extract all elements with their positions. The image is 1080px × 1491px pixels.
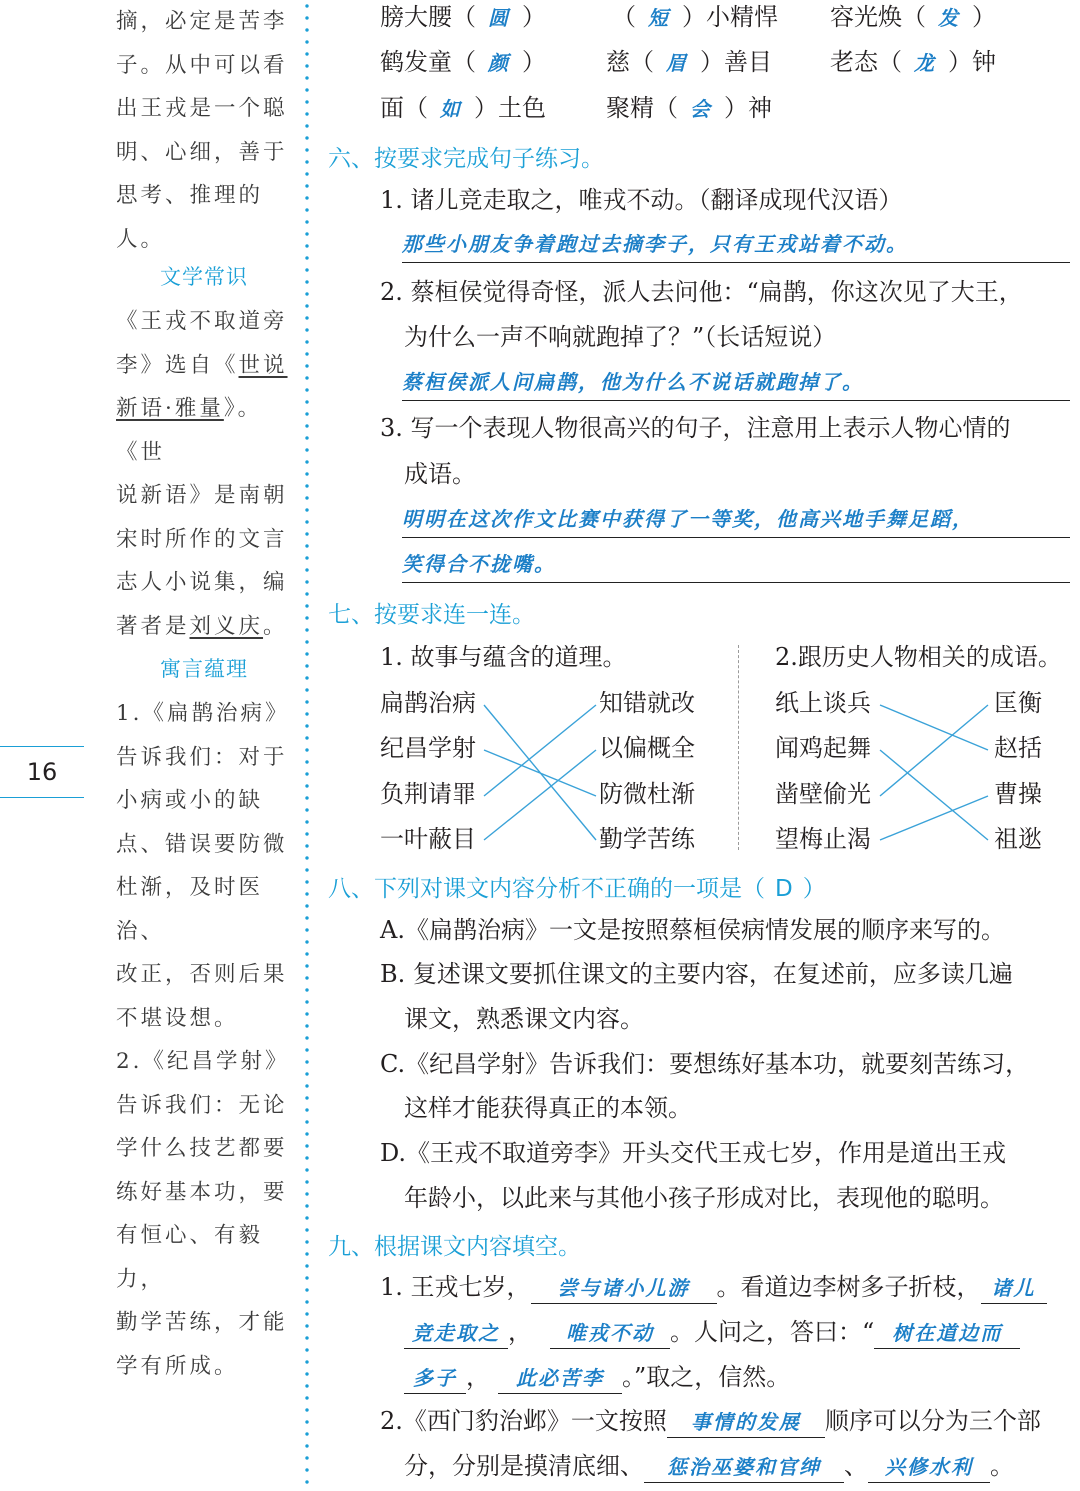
fable-heading: 寓言蕴理	[160, 657, 248, 681]
fill-text: 。”取之，信然。	[622, 1363, 791, 1391]
match-right-target: 祖逖	[994, 825, 1042, 853]
match-left-item: 负荆请罪	[380, 780, 476, 808]
s6-question-3b: 成语。	[404, 460, 476, 488]
s8-option-b-cont: 课文，熟悉课文内容。	[404, 1005, 644, 1033]
intro-line: 摘，必定是苦李	[116, 9, 288, 34]
idiom-answer: 发	[938, 6, 960, 30]
idiom-text: 容光焕（	[830, 3, 926, 31]
fill-blank: 唯戎不动	[550, 1318, 670, 1349]
idiom-text: 聚精（	[606, 94, 678, 122]
s9-line-4	[380, 1406, 1041, 1438]
fill-blank: 诸儿	[981, 1273, 1047, 1304]
section-9-heading: 九、根据课文内容填空。	[328, 1234, 581, 1260]
fill-blank: 多子	[404, 1363, 466, 1394]
idiom-text: 鹤发童（	[380, 48, 476, 76]
fable-line: 1.《扁鹊治病》	[116, 701, 290, 726]
s6-question-3a: 3. 写一个表现人物很高兴的句子，注意用上表示人物心情的	[380, 414, 1011, 442]
match-right-item: 望梅止渴	[775, 825, 871, 853]
s6-question-1: 1. 诸儿竞走取之，唯戎不动。（翻译成现代汉语）	[380, 186, 903, 214]
match-line	[484, 750, 596, 796]
match-right-target: 曹操	[994, 780, 1042, 808]
idiom-text: ）土色	[474, 94, 546, 122]
match-right-item: 凿壁偷光	[775, 780, 871, 808]
fable-line: 不堪设想。	[116, 1005, 239, 1031]
fable-line: 告诉我们：无论	[116, 1092, 288, 1118]
lit-text: 。	[263, 613, 288, 639]
fable-line: 告诉我们：对于	[116, 744, 288, 770]
s8-option-a: A.《扁鹊治病》一文是按照蔡桓侯病情发展的顺序来写的。	[380, 916, 1005, 944]
match-line	[880, 705, 988, 796]
fill-text: 。	[990, 1452, 1014, 1480]
lit-text: 》。《世	[116, 396, 263, 465]
section-7-heading: 七、按要求连一连。	[328, 602, 535, 628]
fill-blank: 兴修水利	[868, 1452, 990, 1483]
match-line	[484, 750, 596, 840]
author-name: 刘义庆	[189, 613, 264, 639]
lit-line: 说新语》是南朝	[116, 483, 288, 508]
s7-right-title: 2.跟历史人物相关的成语。	[775, 643, 1062, 671]
fable-line: 点、错误要防微	[116, 831, 288, 857]
match-right-target: 匡衡	[994, 689, 1042, 717]
match-line	[880, 750, 988, 840]
intro-line: 思考、推理的人。	[116, 183, 264, 252]
match-left-target: 防微杜渐	[599, 780, 695, 808]
fable-line: 杜渐，及时医治、	[116, 875, 264, 944]
s8-option-d-cont: 年龄小，以此来与其他小孩子形成对比，表现他的聪明。	[404, 1184, 1004, 1212]
book-title-part: 世说	[238, 352, 288, 378]
lit-knowledge-heading: 文学常识	[160, 265, 248, 289]
fable-line: 2.《纪昌学射》	[116, 1049, 290, 1074]
idiom-answer: 会	[690, 97, 712, 121]
idiom-text: ）神	[724, 94, 772, 122]
idiom-text: ）	[522, 48, 546, 76]
lit-line: 《王戎不取道旁	[116, 309, 288, 334]
fill-blank: 惩治巫婆和官绅	[644, 1452, 844, 1483]
match-right-target: 赵括	[994, 734, 1042, 762]
choice-answer: D	[775, 876, 793, 902]
intro-line: 子。从中可以看	[116, 52, 288, 78]
idiom-answer: 短	[648, 6, 670, 30]
match-line	[484, 705, 596, 796]
fill-text: 分，分别是摸清底细、	[404, 1452, 644, 1480]
answer-text: 笑得合不拢嘴。	[402, 552, 556, 576]
match-left-target: 勤学苦练	[599, 825, 695, 853]
fill-text: 顺序可以分为三个部	[824, 1407, 1041, 1435]
fill-blank: 树在道边而	[874, 1318, 1020, 1349]
idiom-text: ）	[522, 3, 546, 31]
fable-line: 有恒心、有毅力，	[116, 1223, 264, 1292]
idiom-answer: 颜	[488, 51, 510, 75]
fill-blank: 竞走取之	[404, 1318, 508, 1349]
lit-line: 志人小说集，编	[116, 570, 288, 595]
idiom-answer: 眉	[666, 51, 688, 75]
intro-line: 明、心细，善于	[116, 139, 288, 165]
match-line	[880, 705, 988, 750]
fill-text: 2.《西门豹治邺》一文按照	[380, 1407, 667, 1435]
idiom-text: 面（	[380, 94, 428, 122]
s8-option-b: B. 复述课文要抓住课文的主要内容，在复述前，应多读几遍	[380, 960, 1013, 988]
s6-question-2a: 2. 蔡桓侯觉得奇怪，派人去问他：“扁鹊，你这次见了大王，	[380, 278, 1023, 306]
intro-line: 出王戎是一个聪	[116, 96, 288, 121]
fill-text: 1. 王戎七岁，	[380, 1273, 531, 1301]
match-left-item: 扁鹊治病	[380, 689, 476, 717]
idiom-text: 老态（	[830, 48, 902, 76]
heading-text: 八、下列对课文内容分析不正确的一项是（	[328, 876, 765, 902]
fill-text: 。人问之，答曰：“	[670, 1318, 875, 1346]
idiom-text: ）小精悍	[682, 3, 778, 31]
fill-text: 。看道边李树多子折枝，	[716, 1273, 981, 1301]
fable-line: 改正，否则后果	[116, 962, 288, 987]
s7-left-title: 1. 故事与蕴含的道理。	[380, 643, 627, 671]
s8-option-c: C.《纪昌学射》告诉我们：要想练好基本功，就要刻苦练习，	[380, 1050, 1030, 1078]
fill-blank: 此必苦李	[498, 1363, 622, 1394]
fill-blank: 尝与诸小儿游	[531, 1273, 717, 1304]
match-right-item: 闻鸡起舞	[775, 734, 871, 762]
answer-text: 那些小朋友争着跑过去摘李子，只有王戎站着不动。	[402, 232, 908, 256]
fable-line: 小病或小的缺	[116, 788, 264, 813]
idiom-text: ）善目	[700, 48, 772, 76]
idiom-text: ）	[972, 3, 996, 31]
s9-line-1	[380, 1272, 1047, 1304]
lit-line: 宋时所作的文言	[116, 526, 288, 552]
match-left-item: 一叶蔽目	[380, 825, 476, 853]
idiom-text: 膀大腰（	[380, 3, 476, 31]
match-left-target: 以偏概全	[599, 734, 695, 762]
lit-text: 李》选自《	[116, 352, 239, 378]
match-left-target: 知错就改	[599, 689, 695, 717]
fill-text: 、	[844, 1452, 868, 1480]
match-right-item: 纸上谈兵	[775, 689, 871, 717]
s9-line-3	[404, 1362, 790, 1394]
heading-text: ）	[802, 876, 826, 902]
idiom-text: 慈（	[606, 48, 654, 76]
idiom-text: ）钟	[948, 48, 996, 76]
idiom-answer: 如	[440, 97, 462, 121]
fill-text: ，	[466, 1363, 490, 1391]
match-line	[880, 796, 988, 840]
idiom-answer: 龙	[914, 51, 936, 75]
s8-option-d: D.《王戎不取道旁李》开头交代王戎七岁，作用是道出王戎	[380, 1139, 1007, 1167]
idiom-answer: 圆	[488, 6, 510, 30]
answer-text: 明明在这次作文比赛中获得了一等奖，他高兴地手舞足蹈，	[402, 507, 974, 531]
fable-line: 勤学苦练，才能	[116, 1310, 288, 1335]
book-title-part: 新语·雅量	[116, 396, 224, 421]
fill-blank: 事情的发展	[667, 1407, 825, 1438]
s8-option-c-cont: 这样才能获得真正的本领。	[404, 1094, 692, 1122]
fill-text: ，	[508, 1318, 532, 1346]
idiom-text: （	[612, 3, 636, 31]
answer-text: 蔡桓侯派人问扁鹊，他为什么不说话就跑掉了。	[402, 370, 864, 394]
section-6-heading: 六、按要求完成句子练习。	[328, 146, 604, 172]
page-number: 16	[0, 746, 84, 798]
match-left-item: 纪昌学射	[380, 734, 476, 762]
s9-line-5	[404, 1451, 1014, 1483]
section-8-heading	[328, 870, 826, 903]
fable-line: 练好基本功，要	[116, 1179, 288, 1205]
fable-line: 学有所成。	[116, 1353, 239, 1379]
s6-question-2b: 为什么一声不响就跑掉了？”（长话短说）	[404, 323, 837, 351]
lit-text: 著者是	[116, 613, 190, 639]
fable-line: 学什么技艺都要	[116, 1136, 288, 1161]
s9-line-2	[404, 1317, 1020, 1349]
